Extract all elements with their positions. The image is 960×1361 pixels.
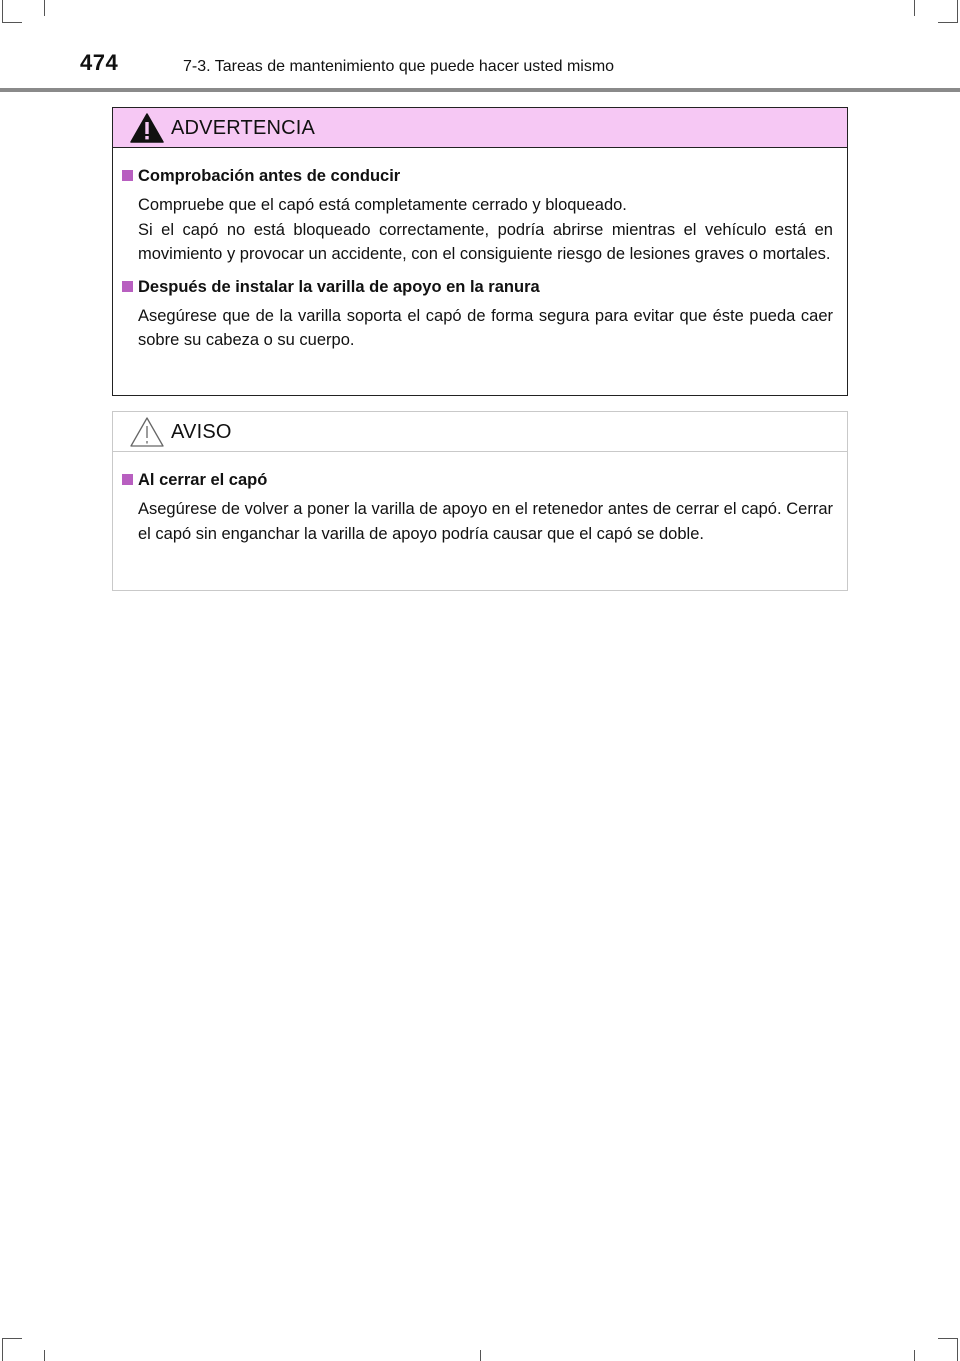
crop-mark xyxy=(938,1338,958,1339)
warning-box-body xyxy=(113,148,847,353)
page-header xyxy=(0,0,960,92)
warning-item xyxy=(120,275,833,353)
page-number: 474 xyxy=(80,50,119,75)
square-bullet-icon xyxy=(122,170,133,181)
notice-label: AVISO xyxy=(171,421,232,443)
crop-mark xyxy=(480,1350,481,1361)
item-title xyxy=(120,468,833,492)
item-title xyxy=(120,164,833,188)
item-title-text: Al cerrar el capó xyxy=(138,471,268,489)
warning-triangle-icon xyxy=(129,112,165,144)
item-title-text: Después de instalar la varilla de apoyo en la ranura xyxy=(138,277,540,296)
crop-mark xyxy=(2,1338,3,1361)
crop-mark xyxy=(44,1350,45,1361)
square-bullet-icon xyxy=(122,474,133,485)
item-title xyxy=(120,275,833,299)
warning-box-header xyxy=(113,108,847,148)
square-bullet-icon xyxy=(122,281,133,292)
notice-box xyxy=(112,411,848,591)
caution-outline-triangle-icon xyxy=(129,416,165,448)
item-text xyxy=(120,193,833,267)
item-text xyxy=(120,304,833,353)
item-paragraph: Si el capó no está bloqueado correctamente, podría abrirse mientras el vehículo está en movimiento y provocar un accidente, con el consiguiente riesgo de lesiones graves o mortales. xyxy=(138,220,833,263)
item-text xyxy=(120,497,833,546)
notice-box-body xyxy=(113,452,847,546)
crop-mark xyxy=(2,1338,22,1339)
warning-item xyxy=(120,164,833,267)
section-title: 7-3. Tareas de mantenimiento que puede hacer usted mismo xyxy=(183,58,615,75)
item-paragraph: Asegúrese que de la varilla soporta el capó de forma segura para evitar que éste pueda caer sobre su cabeza o su cuerpo. xyxy=(138,306,833,349)
crop-mark xyxy=(957,1338,958,1361)
notice-box-header xyxy=(113,412,847,452)
header-rule xyxy=(0,88,960,92)
warning-box xyxy=(112,107,848,396)
warning-label: ADVERTENCIA xyxy=(171,117,316,139)
item-paragraph: Asegúrese de volver a poner la varilla de apoyo en el retenedor antes de cerrar el capó. Cerrar el capó sin enganchar la varilla de apoyo podría causar que el capó se doble. xyxy=(138,500,833,543)
notice-item xyxy=(120,468,833,546)
item-paragraph: Compruebe que el capó está completamente cerrado y bloqueado. xyxy=(138,196,627,214)
crop-mark xyxy=(914,1350,915,1361)
item-title-text: Comprobación antes de conducir xyxy=(138,167,401,185)
